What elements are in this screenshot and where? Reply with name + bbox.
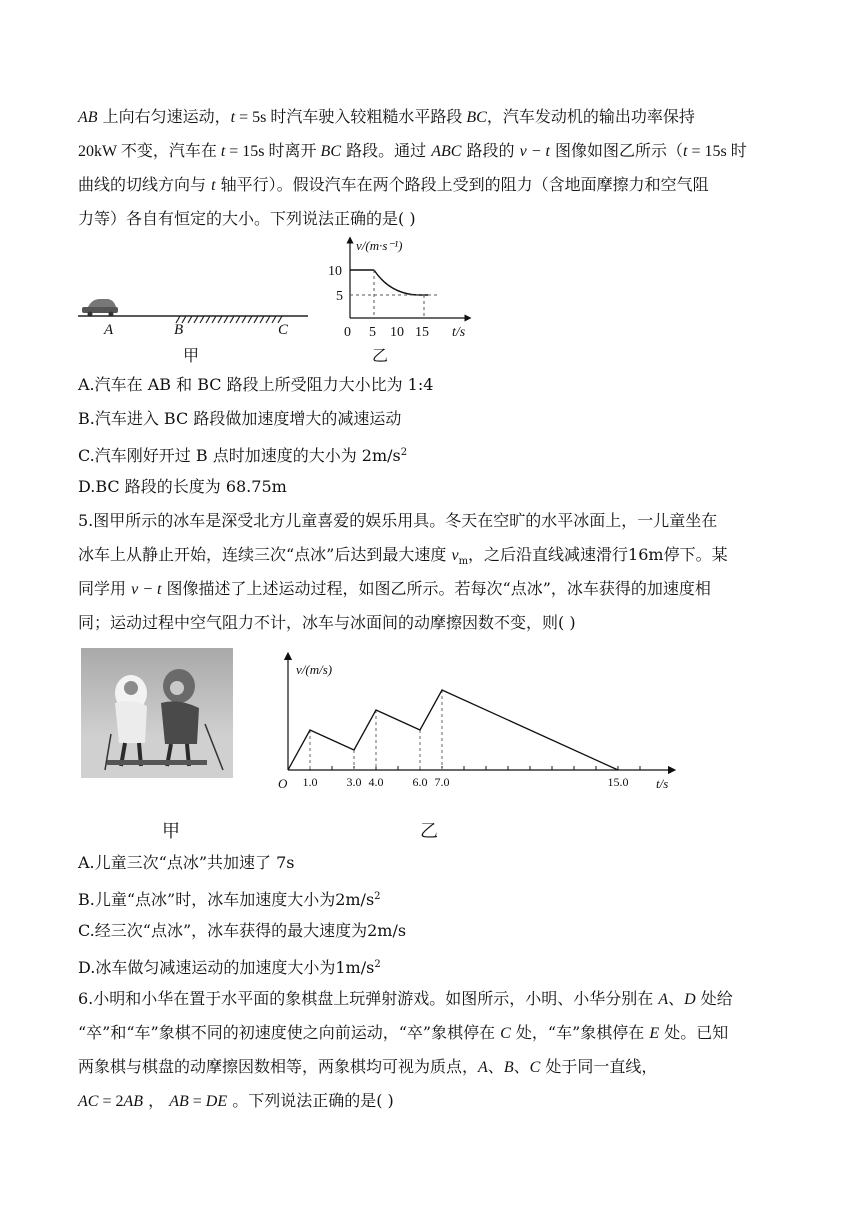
yi-y5: 5 (336, 289, 343, 304)
chart-vt-q5 (270, 650, 680, 800)
chart-x-tick-label: 7.0 (434, 775, 450, 789)
caption-jia-q5: 甲 (162, 821, 180, 842)
yi-x0: 0 (344, 325, 351, 340)
caption-yi-q4: 乙 (372, 346, 389, 365)
chart-ylabel: v/(m/s) (296, 662, 333, 677)
caption-jia-q4: 甲 (183, 346, 200, 365)
yi-x5: 5 (369, 325, 376, 340)
q4-option-a: A.汽车在 AB 和 BC 路段上所受阻力大小比为 1:4 (78, 375, 434, 394)
q5-line-2: 冰车上从静止开始，连续三次“点冰”后达到最大速度 $v_m$，之后沿直线减速滑行16m停下。某 (78, 545, 728, 568)
chart-x-tick-label: 3.0 (346, 775, 362, 789)
chart-xlabel: t/s (656, 776, 669, 791)
yi-x15: 15 (415, 325, 429, 340)
yi-xlabel: t/s (452, 325, 466, 340)
q4-line-4: 力等）各自有恒定的大小。下列说法正确的是( ) (78, 209, 416, 228)
q6-line-1: 6.小明和小华在置于水平面的象棋盘上玩弹射游戏。如图所示，小明、小华分别在 A、D 处给 (78, 989, 733, 1008)
chart-x-tick-label: 15.0 (607, 775, 629, 789)
point-b-label: B (174, 322, 184, 338)
q5-option-b: B.儿童“点冰”时，冰车加速度大小为$2m/s^2$ (78, 890, 381, 909)
car-icon (82, 299, 118, 317)
q5-line-1: 5.图甲所示的冰车是深受北方儿童喜爱的娱乐用具。冬天在空旷的水平冰面上，一儿童坐在 (78, 511, 718, 530)
yi-x10: 10 (390, 325, 404, 340)
q4-line-1: AB 上向右匀速运动，t = 5s 时汽车驶入较粗糙水平路段 BC，汽车发动机的输出功率保持 (78, 107, 695, 126)
q4-line-3: 曲线的切线方向与 t 轴平行）。假设汽车在两个路段上受到的阻力（含地面摩擦力和空气阻 (78, 175, 709, 194)
yi-y10: 10 (328, 264, 342, 279)
q5-option-a: A.儿童三次“点冰”共加速了 7s (78, 853, 295, 872)
q6-line-2: “卒”和“车”象棋不同的初速度使之向前运动，“卒”象棋停在 C 处，“车”象棋停在 E 处。已知 (78, 1023, 729, 1042)
chart-x-tick-label: 6.0 (412, 775, 428, 789)
figure-vt-yi-q4 (318, 232, 488, 342)
caption-yi-q5: 乙 (420, 821, 438, 842)
q5-line-4: 同；运动过程中空气阻力不计，冰车与冰面间的动摩擦因数不变，则( ) (78, 613, 576, 632)
q6-line-4: AC = 2AB ， AB = DE 。下列说法正确的是( ) (78, 1091, 394, 1110)
q5-option-c: C.经三次“点冰”，冰车获得的最大速度为2m/s (78, 921, 407, 940)
q4-line-2: 20kW 不变，汽车在 t = 15s 时离开 BC 路段。通过 ABC 路段的 v − t 图像如图乙所示（t = 15s 时 (78, 141, 747, 160)
q4-option-b: B.汽车进入 BC 路段做加速度增大的减速运动 (78, 409, 402, 428)
chart-origin: O (278, 776, 288, 791)
chart-x-tick-label: 1.0 (302, 775, 318, 789)
point-c-label: C (278, 322, 289, 338)
q5-option-d: D.冰车做匀减速运动的加速度大小为$1m/s^2$ (78, 958, 381, 977)
chart-x-tick-label: 4.0 (368, 775, 384, 789)
q4-option-c: C.汽车刚好开过 B 点时加速度的大小为 $2m/s^2$ (78, 446, 408, 465)
chart-series-line (288, 690, 618, 770)
ice-sled-photo (81, 648, 233, 778)
q4-option-d: D.BC 路段的长度为 68.75m (78, 477, 287, 496)
q5-line-3: 同学用 v − t 图像描述了上述运动过程，如图乙所示。若每次“点冰”，冰车获得的加速度相 (78, 579, 711, 598)
point-a-label: A (104, 322, 114, 338)
yi-ylabel: v/(m·s⁻¹) (356, 238, 403, 253)
q6-line-3: 两象棋与棋盘的动摩擦因数相等，两象棋均可视为质点，A、B、C 处于同一直线， (78, 1057, 658, 1076)
